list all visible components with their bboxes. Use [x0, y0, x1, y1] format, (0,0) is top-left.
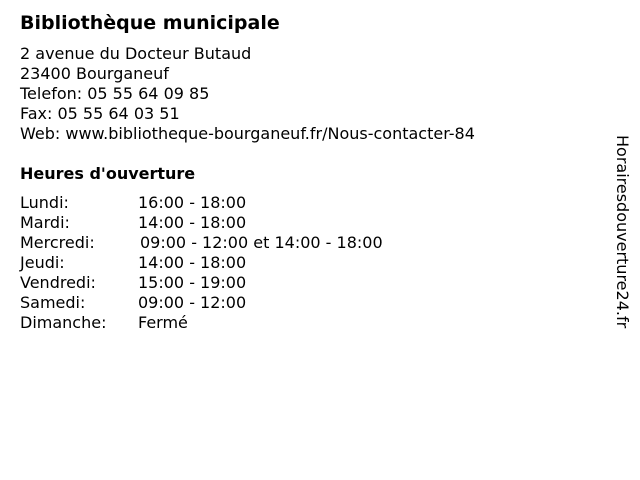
time-value: 09:00 - 12:00 et 14:00 - 18:00	[140, 233, 383, 252]
time-value: 14:00 - 18:00	[138, 253, 247, 272]
hours-row-thursday	[20, 253, 475, 273]
address-city: 23400 Bourganeuf	[20, 64, 169, 83]
hours-row-tuesday	[20, 213, 475, 233]
time-value: 14:00 - 18:00	[138, 213, 247, 232]
library-title: Bibliothèque municipale	[20, 12, 280, 34]
library-info	[20, 10, 475, 333]
time-value: Fermé	[138, 313, 188, 332]
day-label: Lundi:	[20, 193, 69, 212]
day-label: Samedi:	[20, 293, 86, 312]
hours-row-wednesday	[20, 233, 475, 253]
phone-number: Telefon: 05 55 64 09 85	[20, 84, 210, 103]
hours-row-monday	[20, 193, 475, 213]
hours-row-friday	[20, 273, 475, 293]
address-street: 2 avenue du Docteur Butaud	[20, 44, 252, 63]
fax-number: Fax: 05 55 64 03 51	[20, 104, 180, 123]
day-label: Mercredi:	[20, 233, 95, 252]
hours-row-sunday	[20, 313, 475, 333]
time-value: 09:00 - 12:00	[138, 293, 247, 312]
time-value: 15:00 - 19:00	[138, 273, 247, 292]
site-watermark: Horairesdouverture24.fr	[613, 135, 632, 329]
website-link[interactable]: Web: www.bibliotheque-bourganeuf.fr/Nous-contacter-84	[20, 124, 475, 143]
day-label: Jeudi:	[20, 253, 65, 272]
hours-row-saturday	[20, 293, 475, 313]
time-value: 16:00 - 18:00	[138, 193, 247, 212]
day-label: Dimanche:	[20, 313, 107, 332]
day-label: Mardi:	[20, 213, 70, 232]
hours-heading: Heures d'ouverture	[20, 164, 196, 183]
day-label: Vendredi:	[20, 273, 96, 292]
